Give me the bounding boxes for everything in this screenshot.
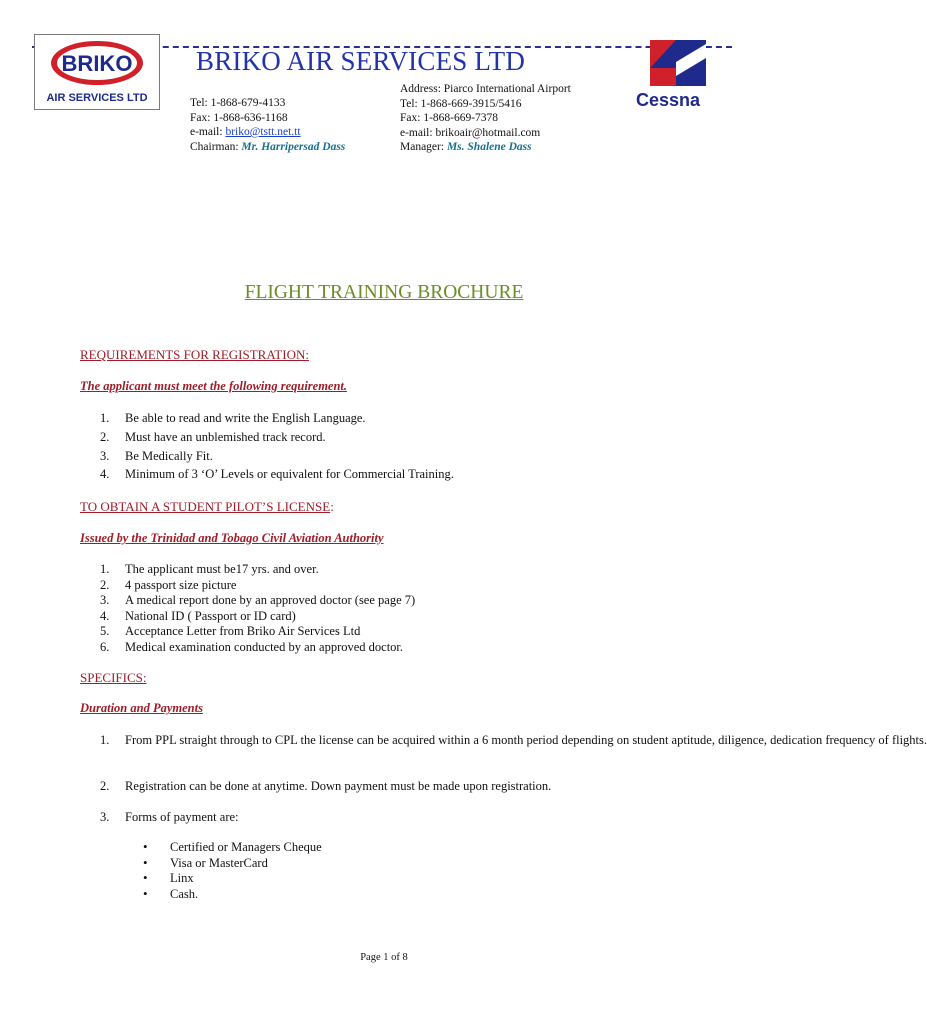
list-item: • Certified or Managers Cheque — [143, 839, 322, 854]
manager-label: Manager: — [400, 141, 447, 153]
list-item: 2. Must have an unblemished track record. — [100, 429, 326, 444]
specifics-item-2 — [100, 779, 700, 795]
bullet-icon: • — [143, 870, 148, 886]
registration-subheading: The applicant must meet the following requirement. — [80, 379, 348, 393]
specifics-item-1 — [100, 733, 927, 749]
email-link[interactable]: briko@tstt.net.tt — [225, 126, 301, 138]
list-item: 1. The applicant must be17 yrs. and over. — [100, 562, 319, 576]
list-item: • Cash. — [143, 886, 199, 902]
briko-logo — [34, 34, 160, 110]
list-item: 4. National ID ( Passport or ID card) — [100, 608, 296, 623]
license-subheading: Issued by the Trinidad and Tobago Civil Aviation Authority — [80, 531, 384, 545]
chairman-row — [190, 140, 345, 155]
briko-logo-top-text: BRIKO — [61, 51, 133, 76]
left-fax: Fax: 1-868-636-1168 — [190, 111, 288, 124]
cessna-logo-text: Cessna — [636, 90, 701, 110]
list-item: 4. Minimum of 3 ‘O’ Levels or equivalent for Commercial Training. — [100, 467, 454, 482]
bullet-icon: • — [143, 839, 148, 854]
license-heading: TO OBTAIN A STUDENT PILOT’S LICENSE: — [80, 499, 334, 514]
list-item: 2. Registration can be done at anytime. Down payment must be made upon registration. — [100, 779, 552, 793]
bullet-icon: • — [143, 886, 148, 902]
list-item: • Visa or MasterCard — [143, 854, 268, 870]
manager-row — [400, 140, 571, 155]
left-tel: Tel: 1-868-679-4133 — [190, 97, 286, 109]
cessna-logo — [630, 38, 712, 112]
list-item: 3. Forms of payment are: — [100, 810, 239, 824]
specifics-heading: SPECIFICS: — [80, 670, 147, 685]
list-item: 3. Be Medically Fit. — [100, 448, 213, 463]
license-list — [100, 562, 415, 656]
contact-right — [400, 82, 571, 155]
manager-name: Ms. Shalene Dass — [446, 141, 532, 153]
list-item: 6. Medical examination conducted by an approved doctor. — [100, 639, 404, 654]
payment-forms-list — [143, 840, 322, 903]
list-item: 1. From PPL straight through to CPL the license can be acquired within a 6 month period depending on student aptitude, diligence, dedication frequency of flights. — [100, 733, 927, 747]
left-email-label: e-mail: — [190, 126, 226, 138]
specifics-item-3 — [100, 810, 239, 826]
list-item: 3. A medical report done by an approved doctor (see page 7) — [100, 593, 416, 608]
chairman-name: Mr. Harripersad Dass — [241, 140, 346, 153]
contact-left — [190, 96, 345, 154]
specifics-subheading: Duration and Payments — [80, 701, 203, 715]
list-item: 5. Acceptance Letter from Briko Air Services Ltd — [100, 624, 361, 639]
left-email-row — [190, 125, 345, 140]
page-number: Page 1 of 8 — [360, 952, 408, 963]
list-item: 1. Be able to read and write the English Language. — [100, 411, 366, 425]
briko-logo-bottom-text: AIR SERVICES LTD — [46, 92, 148, 104]
company-title: BRIKO AIR SERVICES LTD — [196, 46, 526, 76]
right-address: Address: Piarco International Airport — [400, 83, 571, 95]
chairman-label: Chairman: — [190, 140, 242, 153]
registration-heading: REQUIREMENTS FOR REGISTRATION: — [80, 347, 309, 362]
list-item: 2. 4 passport size picture — [100, 577, 237, 592]
list-item: • Linx — [143, 870, 194, 886]
right-fax: Fax: 1-868-669-7378 — [400, 112, 499, 124]
brochure-title: FLIGHT TRAINING BROCHURE — [244, 282, 524, 303]
right-tel: Tel: 1-868-669-3915/5416 — [400, 97, 522, 110]
registration-list — [100, 409, 454, 484]
right-email: e-mail: brikoair@hotmail.com — [400, 126, 541, 139]
bullet-icon: • — [143, 854, 148, 870]
